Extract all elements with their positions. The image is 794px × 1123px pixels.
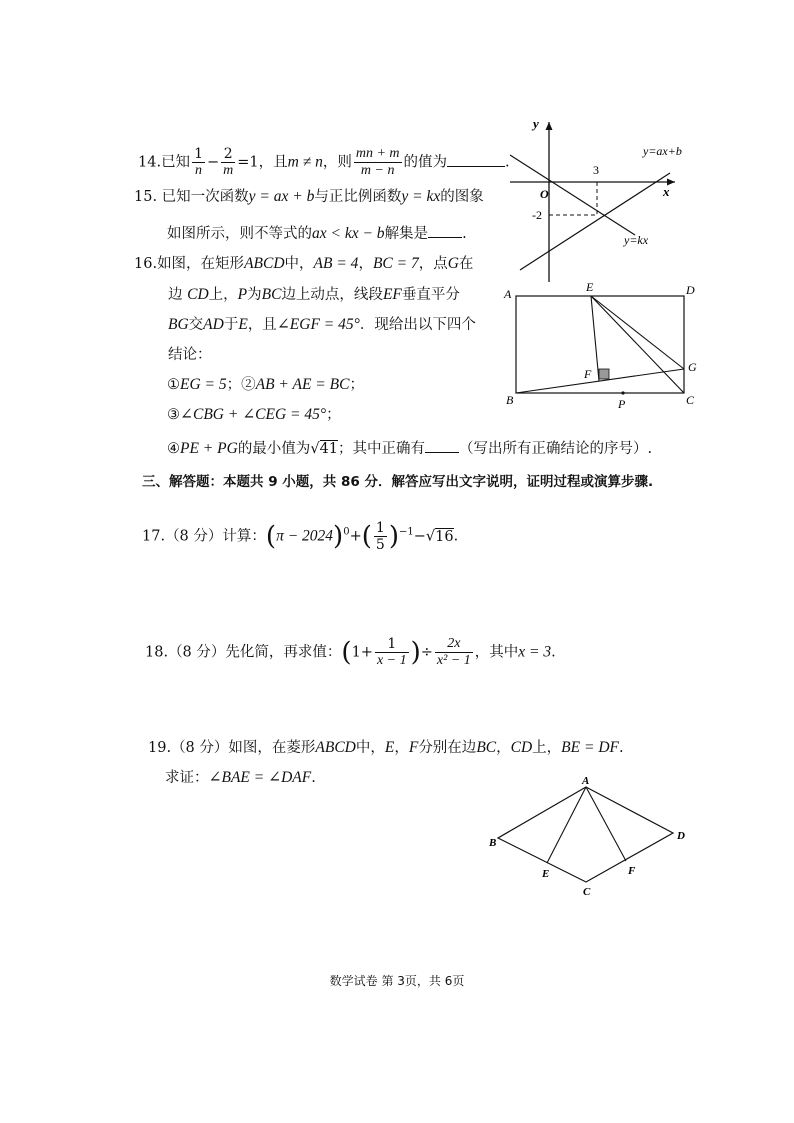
vertex-c-label: C: [583, 886, 591, 898]
sqrt-symbol: √: [310, 441, 320, 457]
segment-eg: [591, 296, 684, 369]
paren-close: ): [410, 637, 421, 668]
q19-text: 求证：: [165, 770, 209, 786]
answer-blank[interactable]: [428, 223, 462, 238]
question-17: [142, 520, 458, 553]
q19-math: ∠BAE = ∠DAF: [208, 769, 312, 786]
exponent-minus-1: −1: [398, 526, 414, 538]
numerator: 1: [375, 636, 409, 653]
conclusion-number: ②: [241, 377, 256, 393]
point-e-label: E: [586, 280, 594, 294]
question-number: 16.: [134, 256, 158, 272]
fraction-1-5: [374, 520, 387, 553]
conclusion-number: ③: [167, 407, 180, 423]
q16-math: BC = 7: [372, 255, 419, 272]
q14-condition: m ≠ n: [287, 153, 323, 171]
paren-close: ): [388, 521, 399, 552]
paren-open: (: [265, 521, 277, 552]
point-f-label: F: [628, 865, 636, 877]
conclusion-number: ④: [167, 441, 180, 457]
question-19-line-2: [165, 768, 316, 788]
tick-y-minus-2: -2: [532, 208, 542, 222]
vertex-a-label: A: [504, 287, 512, 301]
paren-open: (: [361, 521, 372, 552]
q19-math: F: [408, 739, 419, 756]
q16-math: BG: [168, 316, 189, 333]
line2-label: y=kx: [624, 233, 649, 247]
numerator: 2x: [435, 636, 473, 653]
question-16-line-3: [168, 315, 476, 335]
point-g-label: G: [688, 360, 697, 374]
q16-text: （写出所有正确结论的序号）.: [459, 441, 653, 457]
proportional-function: y = kx: [401, 188, 441, 205]
q14-text: ，则: [322, 154, 352, 171]
denominator: m − n: [360, 163, 395, 178]
vertex-d-label: D: [686, 283, 695, 297]
question-number: 17.: [142, 528, 166, 545]
q16-math: ∠EGF = 45°: [276, 316, 360, 333]
q15-text: 解集是: [384, 226, 429, 242]
q16-text: 为: [247, 287, 262, 303]
numerator: 2: [221, 146, 235, 163]
radicand: 41: [319, 441, 339, 457]
rhombus-figure: [480, 775, 700, 900]
conclusion-4-expr: PE + PG: [180, 440, 238, 457]
q19-text: ，: [496, 740, 511, 756]
q19-text: 上，: [532, 740, 562, 756]
conclusion-4: [167, 438, 652, 459]
q16-text: 上，: [208, 287, 238, 303]
q16-text: ；其中正确有: [338, 441, 426, 457]
point-p-label: P: [618, 397, 626, 411]
y-axis-label: y: [533, 116, 539, 131]
q18-math: x = 3: [518, 643, 552, 661]
conclusion-number: ①: [167, 377, 180, 393]
fraction-1-over-n: [192, 146, 205, 179]
q16-text: ．现给出以下四个: [359, 317, 476, 333]
question-number: 18.: [145, 644, 169, 661]
tick-x-3: 3: [593, 163, 599, 177]
denominator: x − 1: [376, 653, 407, 668]
denominator: n: [195, 163, 203, 178]
function-graph: [500, 110, 700, 290]
sqrt-symbol: √: [425, 528, 436, 545]
q19-text: .: [618, 740, 624, 756]
q17-text: （8 分）计算：: [165, 528, 266, 545]
q16-text: 边: [168, 287, 183, 303]
question-15-line-1: [134, 187, 484, 207]
q16-math: AB = 4: [313, 255, 359, 272]
q14-text: 已知: [161, 154, 191, 171]
fraction-expression: [354, 146, 402, 179]
section-3-heading: 三、解答题：本题共 9 小题，共 86 分．解答应写出文字说明，证明过程或演算步骤.: [142, 474, 654, 490]
q19-text: 中，: [355, 740, 385, 756]
q16-math: BC: [261, 286, 282, 303]
vertex-a-label: A: [582, 775, 590, 787]
q16-text: ，且: [247, 317, 277, 333]
q17-math: π − 2024: [276, 527, 334, 545]
q16-text: 交: [188, 317, 204, 333]
vertex-b-label: B: [489, 837, 497, 849]
question-15-line-2: [167, 223, 467, 244]
q16-math: ABCD: [244, 255, 285, 272]
origin-label: O: [540, 187, 549, 201]
q14-text: =1，且: [237, 154, 288, 171]
q19-text: 分别在边: [418, 740, 477, 756]
numerator: 1: [375, 520, 385, 536]
q15-text: 与正比例函数: [314, 189, 402, 205]
conclusion-3: [167, 405, 341, 425]
q17-text: .: [453, 528, 459, 545]
y-axis-arrow-icon: [546, 122, 553, 130]
q16-math: G: [447, 255, 459, 272]
q18-text: （8 分）先化简，再求值：: [168, 644, 342, 661]
q15-text: 已知一次函数: [161, 189, 249, 205]
q19-math: BE = DF: [561, 739, 619, 756]
line-y-kx: [510, 155, 635, 235]
conclusion-2: AB + AE = BC: [255, 376, 350, 393]
conclusion-3-text: ∠CBG + ∠CEG = 45°: [180, 406, 327, 423]
q16-math: E: [238, 316, 248, 333]
q16-text: 于: [223, 317, 239, 333]
exponent-0: 0: [343, 526, 350, 538]
line1-label: y=ax+b: [643, 144, 682, 158]
q19-math: CD: [510, 739, 533, 756]
q19-math: E: [384, 739, 395, 756]
q15-text: .: [462, 226, 467, 242]
fraction-1-over-x-1: [375, 636, 409, 669]
q19-text: .: [311, 770, 316, 786]
linear-function: y = ax + b: [248, 188, 315, 205]
q16-text: ，点: [418, 256, 448, 272]
question-19-line-1: [148, 738, 624, 758]
q18-text: ，其中: [474, 644, 519, 661]
question-number: 14.: [138, 154, 162, 171]
q16-text: 在: [458, 256, 474, 272]
q16-text: ；: [349, 377, 364, 393]
q18-math: 1+: [351, 644, 373, 661]
q16-text: ；: [226, 377, 242, 393]
q16-text: 垂直平分: [401, 287, 460, 303]
q14-text: 的值为: [403, 154, 448, 171]
vertex-c-label: C: [686, 393, 695, 407]
point-e-label: E: [542, 868, 550, 880]
question-16-line-1: [134, 254, 473, 274]
paren-open: (: [341, 637, 352, 668]
q19-math: BC: [476, 739, 497, 756]
q16-text: ；: [326, 407, 341, 423]
question-14: 14.已知 $\frac{1}{n}$ − $\frac{2}{m}$ =1，且m ≠ n，则 $\frac{mn + m}{m - n}$ 的值为 .: [138, 146, 510, 178]
q16-text: 中，: [284, 256, 314, 272]
segment-ef: [591, 296, 599, 381]
q16-text: 结论：: [168, 347, 212, 363]
x-axis-label: x: [663, 184, 670, 199]
q19-text: （8 分）如图，在菱形: [171, 740, 316, 756]
q16-math: P: [237, 286, 248, 303]
answer-blank[interactable]: [447, 152, 505, 167]
q16-math: CD: [187, 286, 209, 303]
denominator: x² − 1: [436, 653, 471, 668]
rectangle-figure: [500, 280, 710, 415]
q16-math: AD: [203, 316, 224, 333]
numerator: mn + m: [355, 146, 400, 161]
q16-text: 的最小值为: [237, 441, 311, 457]
numerator: 1: [194, 146, 203, 162]
fraction-2x-over-x2-1: [435, 636, 473, 669]
question-number: 15.: [134, 189, 158, 205]
operator: −: [413, 528, 426, 545]
vertex-b-label: B: [506, 393, 514, 407]
q19-text: ，: [394, 740, 409, 756]
q18-text: .: [551, 644, 556, 661]
vertex-d-label: D: [677, 830, 685, 842]
rhombus-abcd: [498, 787, 673, 882]
radicand: 16: [435, 528, 454, 545]
q15-text: 的图象: [440, 189, 484, 205]
q15-text: 如图所示，则不等式的: [167, 226, 312, 242]
inequality: ax < kx − b: [312, 225, 385, 242]
operator: +: [349, 528, 362, 545]
q16-text: 如图，在矩形: [157, 256, 245, 272]
q16-math: EF: [382, 286, 402, 303]
denominator: 5: [375, 537, 385, 553]
operator: ÷: [420, 644, 433, 661]
q14-text: .: [505, 154, 510, 171]
q19-math: ABCD: [315, 739, 356, 756]
conclusion-1-2: [167, 375, 364, 395]
paren-close: ): [333, 521, 344, 552]
conclusion-1: EG = 5: [180, 376, 227, 393]
q16-text: 边上动点，线段: [281, 287, 383, 303]
denominator: m: [223, 163, 234, 178]
page-footer: 数学试卷 第 3页，共 6页: [329, 974, 465, 988]
answer-blank[interactable]: [425, 438, 459, 453]
fraction-2-over-m: [221, 146, 235, 179]
point-p: [621, 391, 624, 394]
point-f-label: F: [584, 367, 592, 381]
question-number: 19.: [148, 740, 172, 756]
question-18: [145, 636, 556, 669]
q16-text: ，: [358, 256, 373, 272]
right-angle-mark: [599, 369, 609, 379]
question-16-line-4: [168, 345, 212, 365]
question-16-line-2: [168, 285, 460, 305]
